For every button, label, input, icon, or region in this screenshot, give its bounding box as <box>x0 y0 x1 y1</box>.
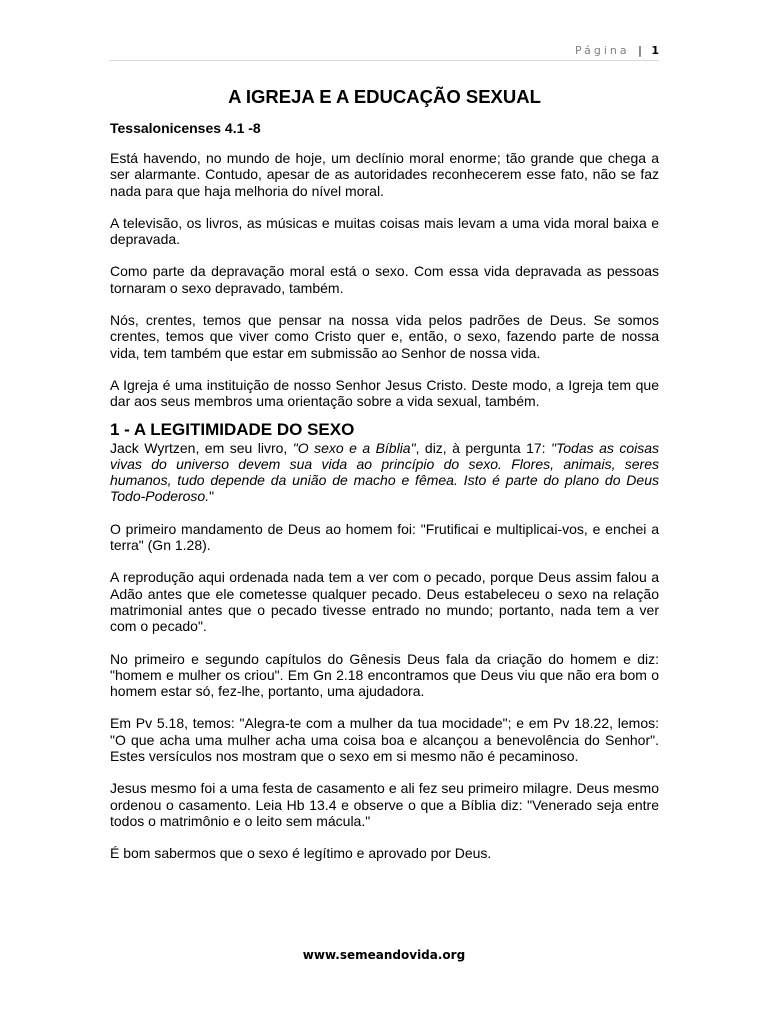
paragraph: Jesus mesmo foi a uma festa de casamento e ali fez seu primeiro milagre. Deus mesmo ordenou o casamento. Leia Hb 13.4 e observe o que a Bíblia diz: "Venerado seja entre todos o matrimônio e o leito sem mácula." <box>110 780 659 829</box>
paragraph: No primeiro e segundo capítulos do Gênesis Deus fala da criação do homem e diz: "homem e mulher os criou". Em Gn 2.18 encontramos que Deus viu que não era bom o homem estar só, fez-lhe, portanto, uma ajudadora. <box>110 650 659 700</box>
document-body <box>110 86 659 878</box>
paragraph: É bom sabermos que o sexo é legítimo e aprovado por Deus. <box>110 845 492 862</box>
page-number: 1 <box>651 44 659 57</box>
header-rule <box>109 60 659 61</box>
book-title: "O sexo e a Bíblia" <box>292 439 416 456</box>
quote-close: " <box>209 488 215 505</box>
paragraph: Em Pv 5.18, temos: "Alegra-te com a mulher da tua mocidade"; e em Pv 18.22, lemos: "O que acha uma mulher acha uma coisa boa e alcançou a benevolência do Senhor". Estes versículos nos mostram que o sexo em si mesmo não é pecaminoso. <box>110 715 659 765</box>
quote-middle: , diz, à pergunta 17: <box>415 439 552 456</box>
paragraph: A televisão, os livros, as músicas e muitas coisas mais levam a uma vida moral baixa e depravada. <box>110 214 659 248</box>
paragraph: A reprodução aqui ordenada nada tem a ver com o pecado, porque Deus assim falou a Adão antes que ele cometesse qualquer pecado. Deus estabeleceu o sexo na relação matrimonial antes que o pecado tivesse entrado no mundo; portanto, nada tem a ver com o pecado". <box>110 569 659 635</box>
page-header <box>575 44 659 57</box>
footer-url: www.semeandovida.org <box>302 948 466 962</box>
paragraph: Como parte da depravação moral está o sexo. Com essa vida depravada as pessoas tornaram o sexo depravado, também. <box>110 263 659 296</box>
scripture-reference: Tessalonicenses 4.1 -8 <box>110 120 261 136</box>
paragraph: Nós, crentes, temos que pensar na nossa vida pelos padrões de Deus. Se somos crentes, temos que viver como Cristo quer e, então, o sexo, fazendo parte de nossa vida, tem também que estar em submissão ao Senhor de nossa vida. <box>110 312 659 361</box>
section-heading: 1 - A LEGITIMIDADE DO SEXO <box>110 419 355 439</box>
quote-text: "Todas as coisas vivas do universo devem sua vida ao princípio do sexo. Flores, animais, seres humanos, tudo depende da união de macho e fêmea. Isto é parte do plano do Deus Todo-Poderoso. <box>110 439 660 505</box>
quote-paragraph <box>110 440 659 505</box>
page-label: Página <box>574 44 630 57</box>
paragraph: O primeiro mandamento de Deus ao homem foi: "Frutificai e multiplicai-vos, e enchei a terra" (Gn 1.28). <box>110 520 659 554</box>
paragraph: Está havendo, no mundo de hoje, um declínio moral enorme; tão grande que chega a ser alarmante. Contudo, apesar de as autoridades reconhecerem esse fato, não se faz nada para que haja melhoria do nível moral. <box>110 150 659 199</box>
paragraph: A Igreja é uma instituição de nosso Senhor Jesus Cristo. Deste modo, a Igreja tem que dar aos seus membros uma orientação sobre a vida sexual, também. <box>110 376 659 410</box>
page-separator: | <box>638 44 642 57</box>
quote-lead: Jack Wyrtzen, em seu livro, <box>110 439 293 456</box>
document-title: A IGREJA E A EDUCAÇÃO SEXUAL <box>228 86 541 107</box>
